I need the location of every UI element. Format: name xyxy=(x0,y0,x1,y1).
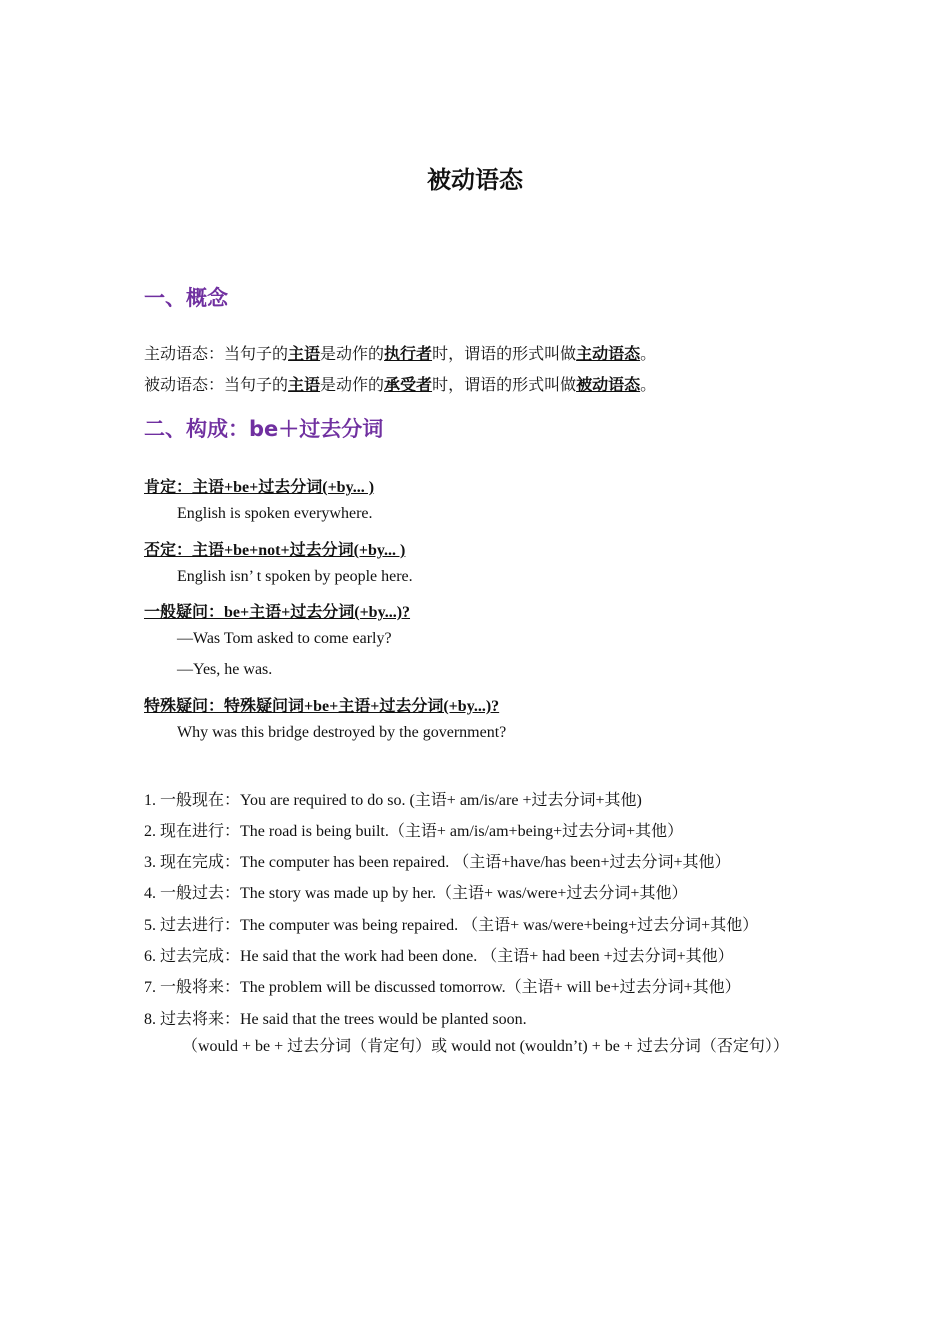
keyword-active-voice: 主动语态 xyxy=(576,346,641,363)
keyword-doer: 执行者 xyxy=(384,346,433,363)
text: 。 xyxy=(640,377,657,394)
keyword-receiver: 承受者 xyxy=(384,377,433,394)
structure-negative: 否定：主语+be+not+过去分词(+by... ) xyxy=(144,542,406,559)
text: 是动作的 xyxy=(320,377,385,394)
text: 主动语态：当句子的 xyxy=(144,346,289,363)
tense-item: 1. 一般现在：You are required to do so. (主语+ am/is/are +过去分词+其他) xyxy=(144,792,642,809)
text: 时，谓语的形式叫做 xyxy=(432,346,577,363)
section-heading-structure: 二、构成：be＋过去分词 xyxy=(144,417,384,441)
passive-voice-definition xyxy=(144,372,656,395)
tense-item: 3. 现在完成：The computer has been repaired. （主语+have/has been+过去分词+其他） xyxy=(144,854,731,871)
tense-item: 4. 一般过去：The story was made up by her.（主语+ was/were+过去分词+其他） xyxy=(144,885,688,902)
keyword-subject: 主语 xyxy=(288,377,321,394)
tense-item: 2. 现在进行：The road is being built.（主语+ am/is/am+being+过去分词+其他） xyxy=(144,823,684,840)
tense-item: 8. 过去将来：He said that the trees would be planted soon. xyxy=(144,1011,527,1028)
example-question: —Was Tom asked to come early? xyxy=(177,630,392,647)
text: 时，谓语的形式叫做 xyxy=(432,377,577,394)
text: 是动作的 xyxy=(320,346,385,363)
example-negative: English isn’ t spoken by people here. xyxy=(177,568,413,585)
section-heading-concept: 一、概念 xyxy=(144,286,228,310)
example-special-question: Why was this bridge destroyed by the government? xyxy=(177,724,507,741)
active-voice-definition xyxy=(144,341,656,364)
text: 。 xyxy=(640,346,657,363)
example-affirmative: English is spoken everywhere. xyxy=(177,505,373,522)
example-answer: —Yes, he was. xyxy=(177,661,273,678)
future-in-past-note: （would + be + 过去分词（肯定句）或 would not (wouldn’t) + be + 过去分词（否定句）） xyxy=(182,1038,789,1055)
tense-item: 6. 过去完成：He said that the work had been done. （主语+ had been +过去分词+其他） xyxy=(144,948,734,965)
keyword-passive-voice: 被动语态 xyxy=(576,377,641,394)
structure-special-question: 特殊疑问：特殊疑问词+be+主语+过去分词(+by...)? xyxy=(144,698,500,715)
structure-affirmative: 肯定：主语+be+过去分词(+by... ) xyxy=(144,479,375,496)
text: 被动语态：当句子的 xyxy=(144,377,289,394)
keyword-subject: 主语 xyxy=(288,346,321,363)
tense-item: 5. 过去进行：The computer was being repaired. （主语+ was/were+being+过去分词+其他） xyxy=(144,917,759,934)
structure-general-question: 一般疑问：be+主语+过去分词(+by...)? xyxy=(144,604,411,621)
page-title: 被动语态 xyxy=(427,166,523,194)
tense-item: 7. 一般将来：The problem will be discussed tomorrow.（主语+ will be+过去分词+其他） xyxy=(144,979,741,996)
